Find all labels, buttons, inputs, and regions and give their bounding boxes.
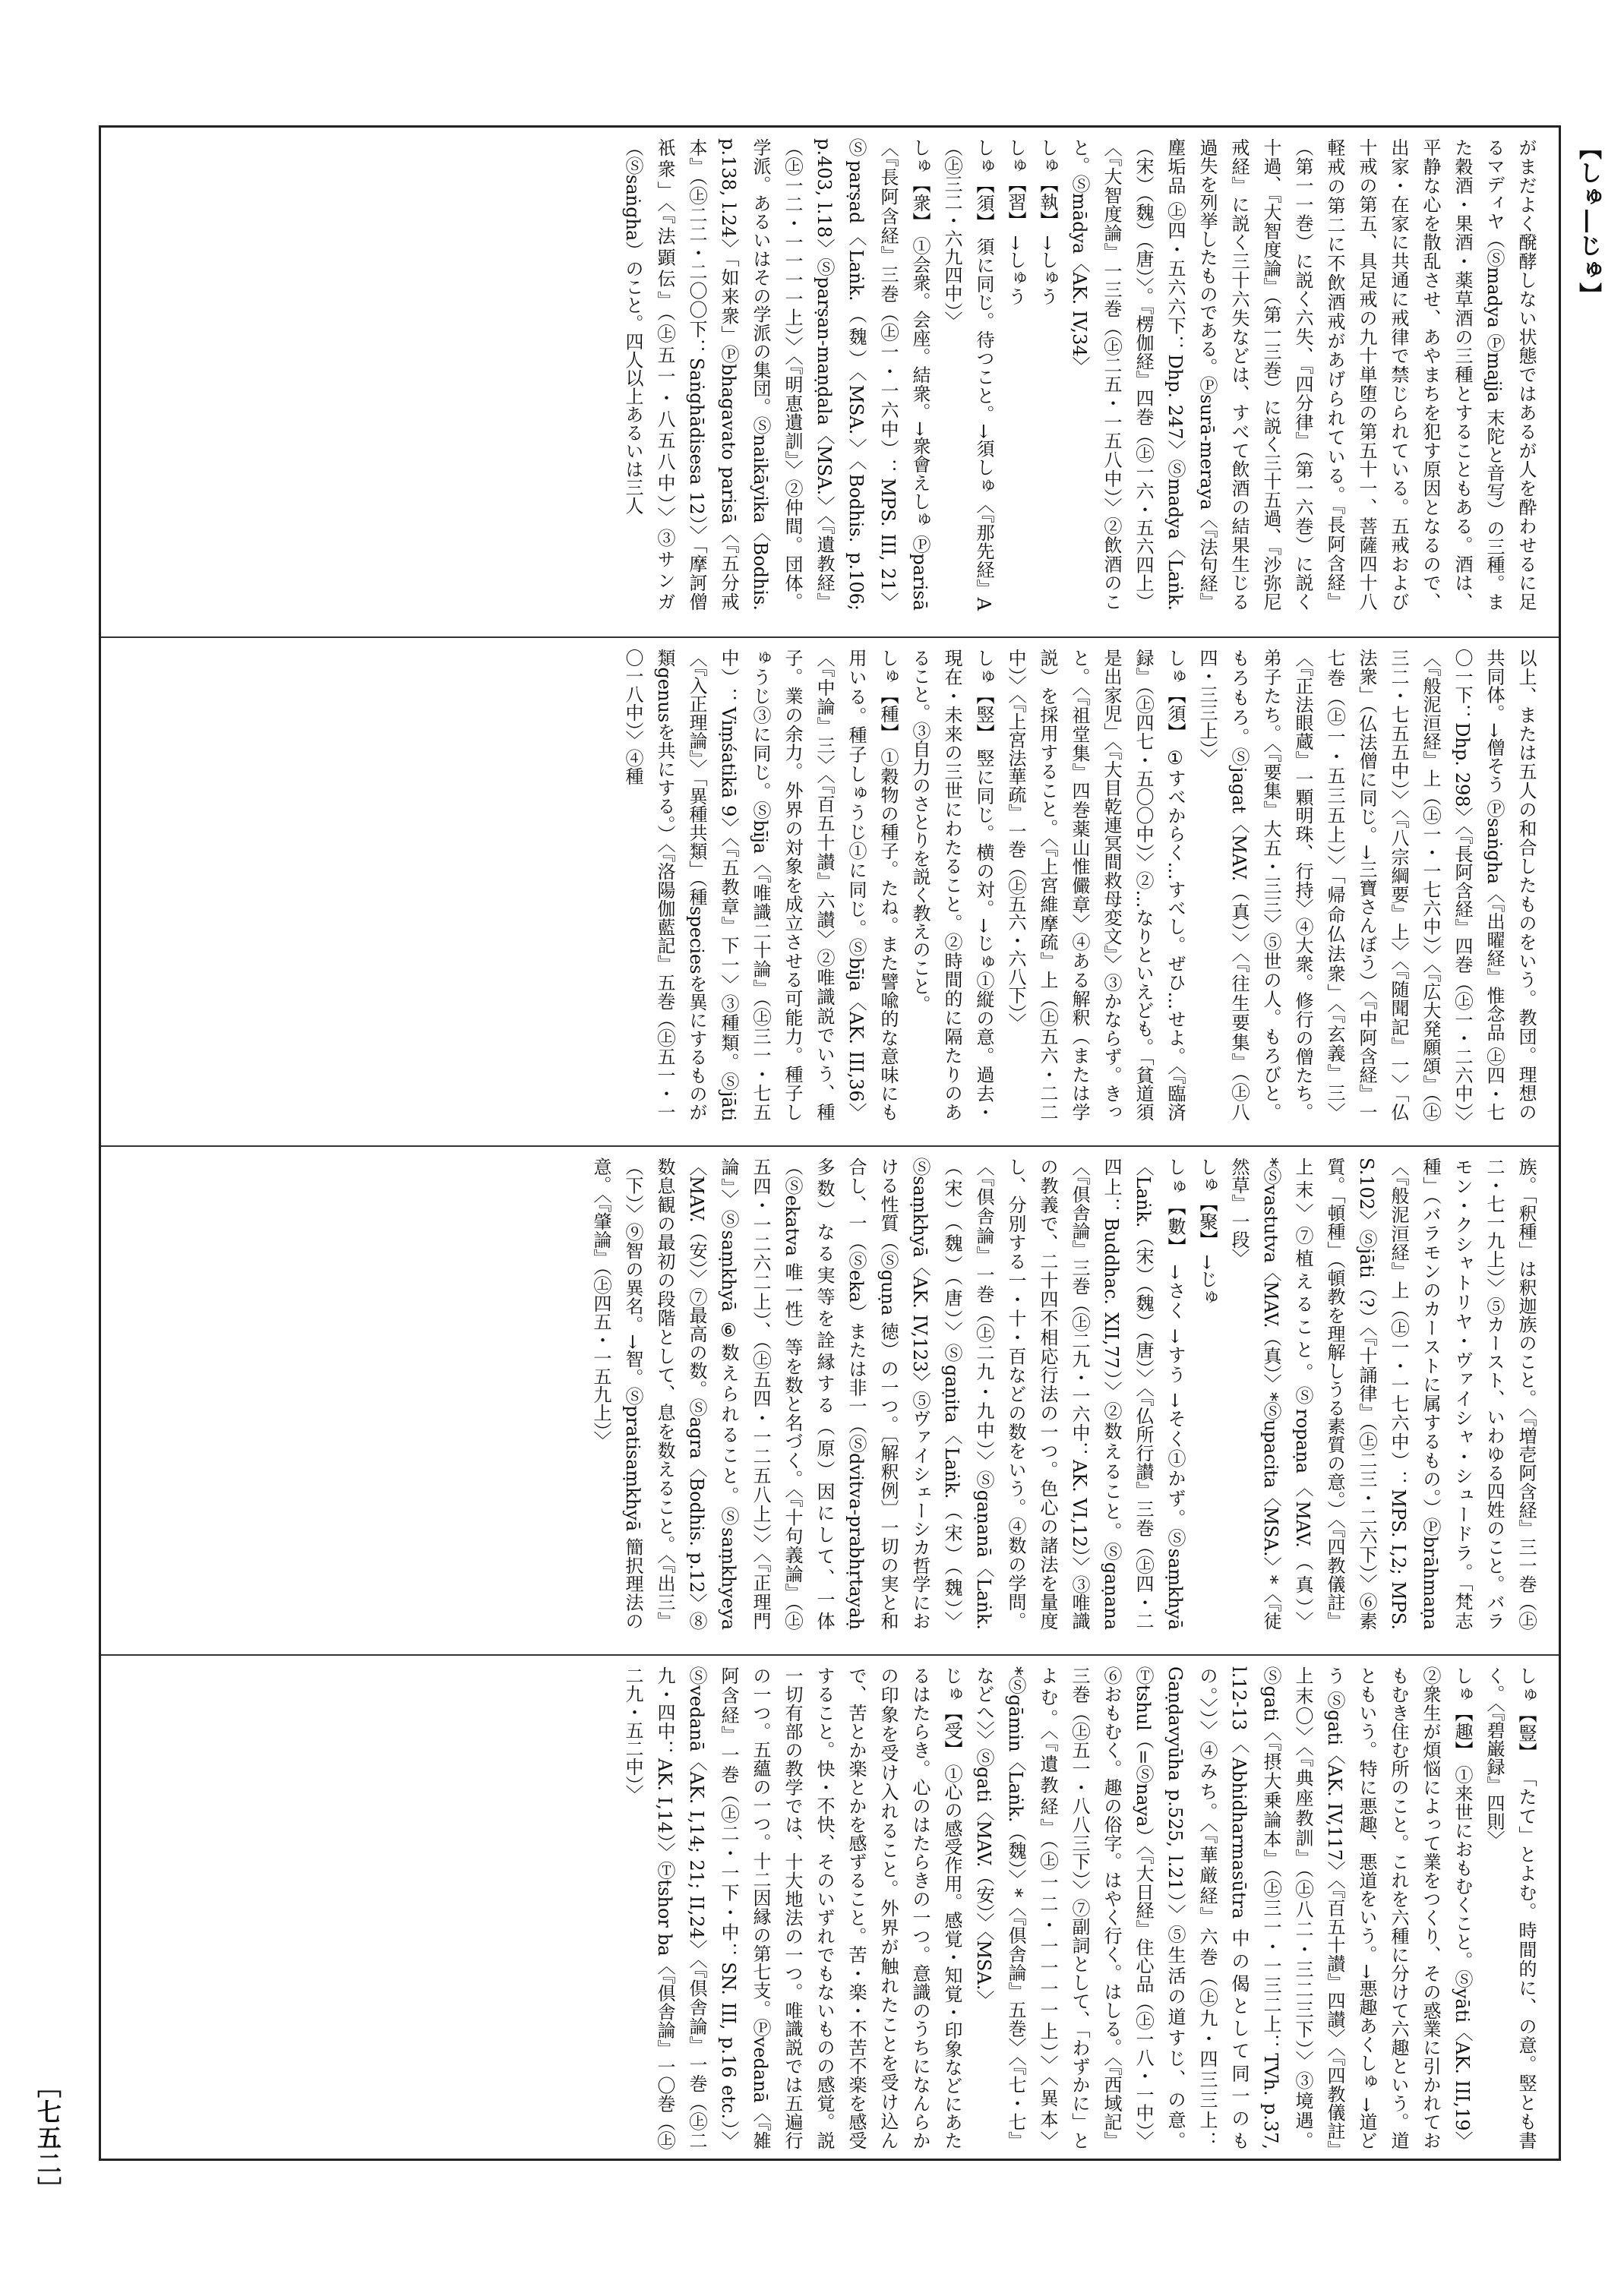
entry-text: しゅ【數】 →さく →すう →そく①かず。Ⓢsaṃkhyā〈Laṅk.（宋）（魏）（唐）〉〈『仏所行讃』三巻（㊤四・二四上：Buddhac. XII,77）〉②数えること。Ⓢgaṇana〈『倶舎論』三巻（㊤二九・一六中：AK. VI,12）〉③唯識の教義で、二十四不相応行法の一つ。色心の諸法を量度し、分別する一・十・百などの数をいう。④数の学問。〈『倶舎論』一巻（㊤二九・九中）〉Ⓢgaṇanā〈Laṅk.（宋）（魏）（唐）〉Ⓢgaṇita〈Laṅk.（宋）（魏）〉Ⓢsaṃkhyā〈AK. IV,123〉⑤ヴァイシェーシカ哲学における性質（Ⓢguṇa 徳）の一つ。〔解釈例〕一切の実と和合し、一（Ⓢeka）または非一（Ⓢdvitva-prabhṛtayaḥ 多数）なる実等を詮縁する（原）因にして、一体（Ⓢekatva 唯一性）等を数と名づく。〈『十句義論』（㊤五四・一二六二上）、（㊤五四・一二五八上）〉〈『正理門論』〉Ⓢsaṃkhyā ⑥数えられること。Ⓢsaṃkhyeya〈MAV.（安）〉⑦最高の数。Ⓢagra〈Bodhis. p.12〉⑧数息観の最初の段階として、息を数えること。〈『出三』（下）〉⑨智の異名。→智。Ⓢpratisaṃkhyā 簡択理法の意。〈『肇論』（㊤四五・一五九上）〉	[590, 1158, 1186, 1631]
section-header: 【しゅ―じゅ】	[1575, 137, 1601, 307]
page-number: ［七五二］	[33, 2073, 62, 2203]
entry-text: しゅ【衆】 ①会衆。会座。結衆。→衆會えしゅ Ⓟparisā〈『長阿含経』三巻（㊤一・一六中）：MPS. III, 21〉Ⓢparṣad〈Laṅk.（魏）〈MSA.〉〈Bodhis. p.106; p.403, l.18〉Ⓢparṣan-maṇḍala〈MSA.〉〈『遺教経』（㊤一二・一一一一上）〉〈『明恵遺訓』〉②仲間。団体。学派。あるいはその学派の集団。Ⓢnaikāyika〈Bodhis. p.138, l.24〉「如来衆」Ⓟbhagavato parisā〈『五分戒本』（㊤二二・二〇〇下：Saṅghādisesa 12）〉「摩訶僧祇衆」〈『法顕伝』（㊤五一・八五八中）〉③サンガ（Ⓢsaṅgha）のこと。四人以上あるいは三人	[622, 138, 930, 611]
entry-text: しゅ【習】 →しゅう	[1005, 138, 1026, 305]
entry-text: しゅ【須】 ①すべからく…すべし。ぜひ…せよ。〈『臨済録』（㊤四七・五〇〇中）〉②…なりといえども。「貧道須是出家児」〈『大目乾連冥間救母変文』〉③かならず。きっと。〈『祖堂集』四巻薬山惟儼章〉④ある解釈（または学説）を採用すること。〈『上宮維摩疏』上（㊤五六・二二中）〉〈『上宮法華疏』一巻（㊤五六・六八下）〉	[1005, 649, 1186, 1121]
entry-text: しゅ【執】 →しゅう	[1037, 138, 1058, 305]
text-band-4	[101, 1654, 1559, 2160]
entry-text: しゅ【竪】 竪に同じ。横の対。→じゅ①縦の意。過去・現在・未来の三世にわたること。②時間的に隔たりのあること。③自力のさとりを説く教えのこと。	[909, 649, 994, 1121]
text-frame	[99, 125, 1561, 2161]
entry-text: しゅ【須】 須に同じ。待つこと。→須しゅ〈『那先経』A（㊤三二・六九四中）〉	[941, 138, 994, 611]
entry-text: がまだよく醗酵しない状態ではあるが人を酔わせるに足るマディヤ（Ⓢmadya Ⓟmajja 末陀と音写）の三種。また穀酒・果酒・薬草酒の三種とすることもある。酒は、平静な心を散乱させ、あやまちを犯す原因となるので、出家・在家に共通に戒律で禁じられている。五戒および十戒の第五、具足戒の九十単堕の第五十一、菩薩四十八軽戒の第二に不飲酒戒があげられている。『長阿含経』（第一一巻）に説く六失、『四分律』（第一六巻）に説く十過、『大智度論』（第一三巻）に説く三十五過、『沙弥尼戒経』に説く三十六失などは、すべて飲酒の結果生じる過失を列挙したものである。Ⓟsurā-meraya〈『法句経』塵垢品 ㊤四・五六六下：Dhp. 247〉Ⓢmadya〈Laṅk.（宋）（魏）（唐）〉。『楞伽経』四巻（㊤一六・五六四上）〈『大智度論』一三巻（㊤二五・一五八中）〉②飲酒のこと。Ⓢmādya〈AK. IV,34〉	[1069, 138, 1537, 611]
entry-text: 以上、または五人の和合したものをいう。教団。理想の共同体。→僧そう Ⓟsaṅgha〈『出曜経』惟念品 ㊤四・七〇一下：Dhp. 298〉〈『長阿含経』四巻（㊤一・二六中）〉〈『般泥洹経』上（㊤一・一七六中）〉〈『広大発願頌』（㊤三二・七五五中）〉〈『八宗綱要』上〉〈『随聞記』一〉「仏法衆」（仏法僧に同じ。→三寶さんぼう）〈『中阿含経』一七巻（㊤一・五三五上）〉「帰命仏法衆」〈『玄義』三〉〈『正法眼蔵』一顆明珠、行持〉④大衆。修行の僧たち。弟子たち。〈『要集』大五・三三〉⑤世の人。もろびと。もろもろ。Ⓢjagat〈MAV.（真）〉〈『往生要集』（㊤八四・三三上）〉	[1196, 649, 1537, 1121]
text-band-3	[101, 1145, 1559, 1641]
text-column	[101, 1656, 1559, 2160]
text-column	[101, 638, 1559, 1132]
entry-text: しゅ【豎】 「たて」とよむ。時間的に、の意。竪とも書く。〈『碧巌録』四則〉	[1483, 1666, 1537, 2149]
entry-text: しゅ【種】 ①穀物の種子。たね。また譬喩的な意味にも用いる。種子しゅうじ①に同じ。Ⓢbīja〈AK. III,36〉〈『中論』三〉〈『百五十讃』六讃〉②唯識説でいう、種子。業の余力。外界の対象を成立させる可能力。種子しゅうじ③に同じ。Ⓢbīja〈『唯識二十論』（㊤三一・七五中）：Viṃśatikā 9〉〈『五教章』下一〉③種類。Ⓢjāti〈『入正理論』〉「異種共類」（種speciesを異にするものが類genusを共にする。）〈『洛陽伽藍記』五巻（㊤五一・一〇一八中）〉④種	[622, 649, 899, 1121]
entry-text: しゅ【聚】 →じゅ	[1196, 1158, 1218, 1306]
text-band-1	[101, 128, 1559, 621]
text-column	[101, 1147, 1559, 1641]
entry-text: しゅ【趣】 ①来世におもむくこと。Ⓢyāti〈AK. III,19〉②衆生が煩悩によって業をつくり、その惑業に引かれておもむき住む所のこと。これを六種に分けて六趣という。道ともいう。特に悪趣、悪道をいう。→悪趣あくしゅ →道どう Ⓢgati〈AK. IV,117〉〈『百五十讃』四讃〉〈『四教儀註』上末〇〉〈『典座教訓』（㊤八二・三二三下）〉③境遇。Ⓢgati〈『摂大乗論本』（㊤三一・一三二上：TVh. p.37, l.12-13〈Abhidharmasūtra 中の偈として同一のもの。〉）〉④みち。〈『華厳経』六巻（㊤九・四三三上：Gaṇḍavyūha p.525, l.21）〉⑤生活の道すじ、の意。Ⓣtshul（=Ⓢnaya）〈『大日経』住心品（㊤一八・一中）〉⑥おもむく。趣の俗字。はやく行く。はしる。〈『西域記』三巻（㊤五一・八八三下）〉⑦副詞として、「わずかに」とよむ。〈『遺教経』（㊤一二・一一一一上）〉〈異本〉*Ⓢgāmin〈Laṅk.（魏）〉*〈『倶舎論』五巻〉〈『七・七』などへ〉〉Ⓢgati〈MAV.（安）〉〈MSA.〉	[973, 1666, 1473, 2149]
entry-text: じゅ【受】 ①心の感受作用。感覚・知覚・印象などにあたるはたらき。心のはたらきの一つ。意識のうちになんらかの印象を受け入れること。外界が触れたことを受け込んで、苦とか楽とかを感ずること。苦・楽・不苦不楽を感受すること。快・不快、そのいずれでもないものの感覚。説一切有部の教学では、十大地法の一つ。唯識説では五遍行の一つ。五蘊の一つ。十二因縁の第七支。Ⓟvedanā〈『雑阿含経』一巻（㊤二・一下・中：SN. III, p.16 etc.）〉Ⓢvedanā〈AK. I,14; 21; II,24〉〈『倶舎論』一巻（㊤二九・四中：AK. I,14）〉Ⓣtshor ba〈『倶舎論』一〇巻（㊤二九・五二中）〉	[622, 1666, 962, 2149]
entry-text: 族。「釈種」は釈迦族のこと。〈『増壱阿含経』三一巻（㊤二・七一九上）〉⑤カースト、いわゆる四姓のこと。バラモン・クシャトリヤ・ヴァイシャ・シュードラ。「梵志種」（バラモンのカーストに属するもの。）Ⓟbrāhmaṇa〈『般泥洹経』上（㊤一・一七六中）：MPS. I,2; MPS. S.102〉Ⓢjāti（?）〈『十誦律』（㊤二三・二六下）〉⑥素質。「頓種」（頓教を理解しうる素質の意。）〈『四教儀註』上末〉⑦植えること。Ⓢropaṇa〈MAV.（真）〉*Ⓢvastutva〈MAV.（真）〉*Ⓢupacita〈MSA.〉*〈『徒然草』一段〉	[1228, 1158, 1537, 1630]
text-column	[101, 128, 1559, 621]
text-band-2	[101, 636, 1559, 1132]
